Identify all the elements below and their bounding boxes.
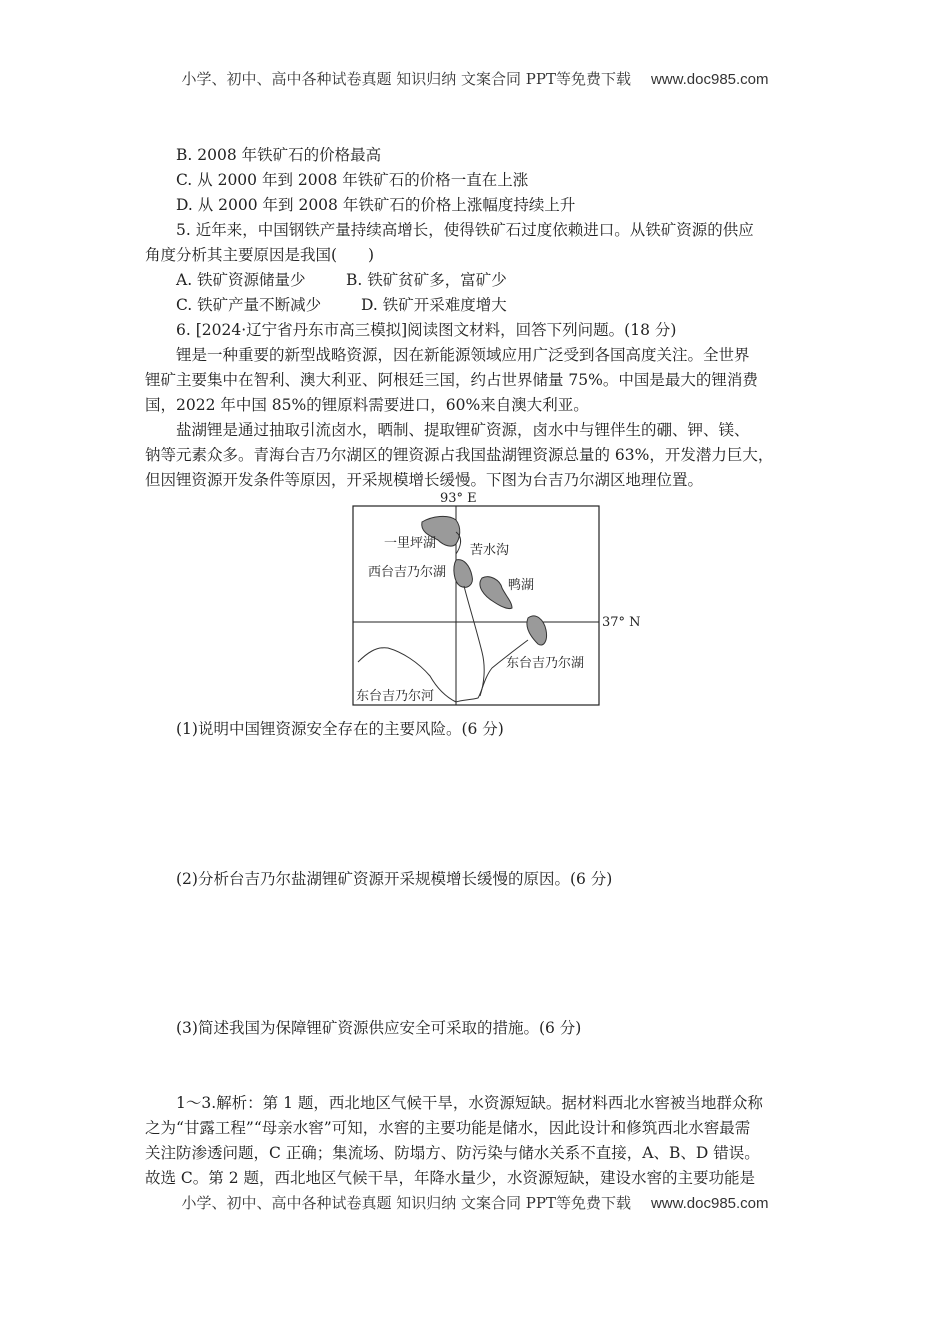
q6-para1-line3: 国，2022 年中国 85%的锂原料需要进口，60%来自澳大利亚。 xyxy=(145,396,589,414)
footer-site-link[interactable]: www.doc985.com xyxy=(650,1195,769,1212)
lon-label: 93° E xyxy=(440,491,477,506)
q5-stem-line2: 角度分析其主要原因是我国( ) xyxy=(145,246,375,264)
lake-area-map xyxy=(352,491,641,708)
q6-para1-line1: 锂是一种重要的新型战略资源，因在新能源领域应用广泛受到各国高度关注。全世界 xyxy=(176,346,750,364)
q4-option-d: D. 从 2000 年到 2008 年铁矿石的价格上涨幅度持续上升 xyxy=(176,196,576,214)
header-text: 小学、初中、高中各种试卷真题 知识归纳 文案合同 PPT等免费下载 xyxy=(181,70,631,88)
q5-option-d: D. 铁矿开采难度增大 xyxy=(361,296,507,314)
q6-para1-line2: 锂矿主要集中在智利、澳大利亚、阿根廷三国，约占世界储量 75%。中国是最大的锂消费 xyxy=(145,371,758,389)
q4-option-c: C. 从 2000 年到 2008 年铁矿石的价格一直在上涨 xyxy=(176,171,529,189)
answer-line3: 关注防渗透问题，C 正确；集流场、防塌方、防污染与储水关系不直接，A、B、D 错误。 xyxy=(145,1144,760,1162)
label-east-taijinaier-lake: 东台吉乃尔湖 xyxy=(506,656,585,671)
answer-line4: 故选 C。第 2 题，西北地区气候干旱，年降水量少，水资源短缺，建设水窖的主要功能是 xyxy=(145,1169,756,1187)
q6-para2-line2: 钠等元素众多。青海台吉乃尔湖区的锂资源占我国盐湖锂资源总量的 63%，开发潜力巨大， xyxy=(145,446,774,464)
label-east-taijinaier-river: 东台吉乃尔河 xyxy=(356,689,435,704)
q4-option-b: B. 2008 年铁矿石的价格最高 xyxy=(176,146,382,164)
east-taijinaier-lake-shape xyxy=(527,616,547,645)
q6-sub3: (3)简述我国为保障锂矿资源供应安全可采取的措施。(6 分) xyxy=(176,1019,582,1037)
header-site-link[interactable]: www.doc985.com xyxy=(650,71,769,88)
q5-stem-line1: 5. 近年来，中国钢铁产量持续高增长，使得铁矿石过度依赖进口。从铁矿资源的供应 xyxy=(176,221,754,239)
q5-option-b: B. 铁矿贫矿多，富矿少 xyxy=(346,271,507,289)
q6-sub1: (1)说明中国锂资源安全存在的主要风险。(6 分) xyxy=(176,720,504,738)
label-yiliping-lake: 一里坪湖 xyxy=(384,536,437,551)
q6-title: 6. [2024·辽宁省丹东市高三模拟]阅读图文材料，回答下列问题。(18 分) xyxy=(176,321,677,339)
page-header xyxy=(0,68,950,89)
answer-line1: 1～3.解析：第 1 题，西北地区气候干旱，水资源短缺。据材料西北水窖被当地群众称 xyxy=(176,1094,763,1112)
answer-line2: 之为“甘露工程”“母亲水窖”可知，水窖的主要功能是储水，因此设计和修筑西北水窖最需 xyxy=(145,1119,751,1137)
label-west-taijinaier-lake: 西台吉乃尔湖 xyxy=(368,565,447,580)
q6-sub2: (2)分析台吉乃尔盐湖锂矿资源开采规模增长缓慢的原因。(6 分) xyxy=(176,870,613,888)
page-footer xyxy=(0,1192,950,1213)
q6-para2-line3: 但因锂资源开发条件等原因，开采规模增长缓慢。下图为台吉乃尔湖区地理位置。 xyxy=(145,471,704,489)
east-taijinaier-river-upper xyxy=(456,640,528,702)
label-ya-lake: 鸭湖 xyxy=(508,578,535,593)
q6-para2-line1: 盐湖锂是通过抽取引流卤水，晒制、提取锂矿资源，卤水中与锂伴生的硼、钾、镁、 xyxy=(176,421,750,439)
connecting-stream xyxy=(464,586,484,696)
footer-text: 小学、初中、高中各种试卷真题 知识归纳 文案合同 PPT等免费下载 xyxy=(181,1194,631,1212)
q5-option-c: C. 铁矿产量不断减少 xyxy=(176,296,322,314)
west-taijinaier-lake-shape xyxy=(454,560,472,588)
lat-label: 37° N xyxy=(602,615,641,630)
q5-option-a: A. 铁矿资源储量少 xyxy=(176,271,306,289)
label-kushuigou: 苦水沟 xyxy=(470,543,510,558)
